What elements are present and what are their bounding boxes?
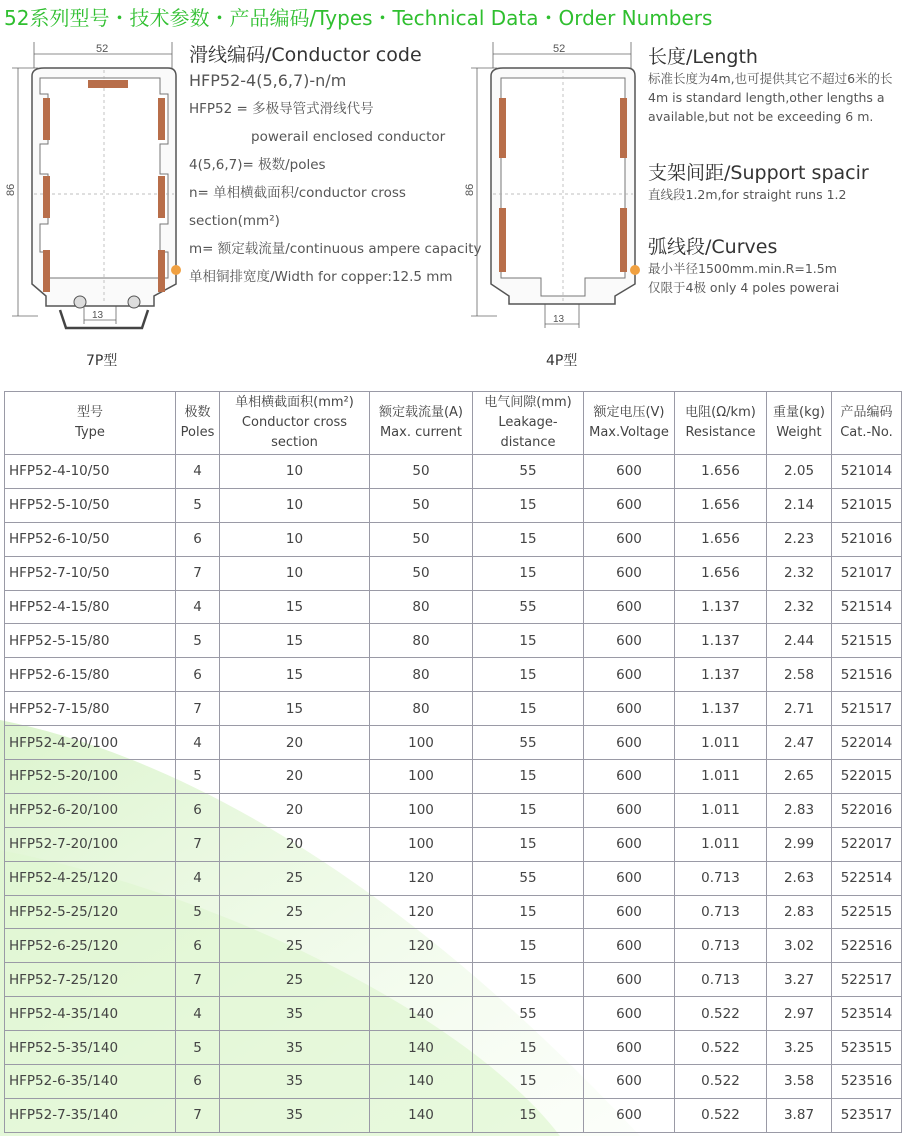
cell-col-max-current: 140 — [370, 1031, 473, 1065]
info-line: 直线段1.2m,for straight runs 1.2 — [648, 187, 847, 202]
cell-col-cross-section: 10 — [220, 556, 370, 590]
cell-col-max-voltage: 600 — [584, 658, 675, 692]
cell-col-cat-no: 523517 — [832, 1098, 902, 1132]
cell-col-poles: 4 — [176, 861, 220, 895]
cell-col-leakage-distance: 55 — [473, 590, 584, 624]
table-row — [5, 455, 902, 489]
header-col-max-current — [370, 392, 473, 455]
cell-col-cross-section: 20 — [220, 726, 370, 760]
header-label-zh: 电阻(Ω/km) — [685, 405, 756, 420]
cell-col-cat-no: 521514 — [832, 590, 902, 624]
cell-col-leakage-distance: 15 — [473, 1031, 584, 1065]
cell-col-weight: 2.65 — [767, 760, 832, 794]
cell-col-type: HFP52-7-20/100 — [5, 827, 176, 861]
cell-col-weight: 3.27 — [767, 963, 832, 997]
cell-col-weight: 2.71 — [767, 692, 832, 726]
table-row — [5, 1065, 902, 1099]
cell-col-cross-section: 35 — [220, 1098, 370, 1132]
cell-col-poles: 4 — [176, 590, 220, 624]
cell-col-weight: 2.32 — [767, 590, 832, 624]
cell-col-max-voltage: 600 — [584, 455, 675, 489]
cell-col-cat-no: 521016 — [832, 522, 902, 556]
cell-col-resistance: 0.713 — [675, 963, 767, 997]
cell-col-leakage-distance: 15 — [473, 692, 584, 726]
table-header-row — [5, 392, 902, 455]
cell-col-poles: 5 — [176, 760, 220, 794]
cell-col-max-current: 50 — [370, 455, 473, 489]
cell-col-leakage-distance: 55 — [473, 861, 584, 895]
cell-col-resistance: 1.011 — [675, 793, 767, 827]
length-block — [648, 42, 893, 126]
cell-col-type: HFP52-6-20/100 — [5, 793, 176, 827]
cell-col-poles: 7 — [176, 692, 220, 726]
cell-col-weight: 3.25 — [767, 1031, 832, 1065]
spec-line: powerail enclosed conductor — [251, 129, 446, 145]
cell-col-poles: 5 — [176, 1031, 220, 1065]
cell-col-cross-section: 35 — [220, 1065, 370, 1099]
table-row — [5, 522, 902, 556]
table-row — [5, 895, 902, 929]
dim-width: 52 — [96, 43, 109, 55]
cell-col-resistance: 1.656 — [675, 455, 767, 489]
cell-col-max-current: 100 — [370, 760, 473, 794]
cell-col-resistance: 1.011 — [675, 726, 767, 760]
cell-col-cat-no: 522014 — [832, 726, 902, 760]
cell-col-resistance: 0.522 — [675, 1098, 767, 1132]
cell-col-max-current: 50 — [370, 522, 473, 556]
cell-col-leakage-distance: 15 — [473, 1098, 584, 1132]
cell-col-type: HFP52-4-10/50 — [5, 455, 176, 489]
header-col-leakage-distance — [473, 392, 584, 455]
cell-col-leakage-distance: 15 — [473, 624, 584, 658]
header-col-resistance — [675, 392, 767, 455]
curves-heading: 弧线段/Curves — [648, 236, 778, 258]
cell-col-type: HFP52-6-15/80 — [5, 658, 176, 692]
cell-col-cross-section: 20 — [220, 793, 370, 827]
cell-col-cat-no: 521515 — [832, 624, 902, 658]
cell-col-leakage-distance: 55 — [473, 455, 584, 489]
spec-line: 4(5,6,7)= 极数/poles — [189, 157, 326, 173]
cell-col-resistance: 1.656 — [675, 488, 767, 522]
cell-col-weight: 2.83 — [767, 895, 832, 929]
cell-col-max-current: 80 — [370, 658, 473, 692]
cell-col-cat-no: 523514 — [832, 997, 902, 1031]
cell-col-resistance: 0.522 — [675, 1031, 767, 1065]
cell-col-poles: 5 — [176, 624, 220, 658]
header-label-en: Weight — [776, 425, 822, 440]
cell-col-leakage-distance: 55 — [473, 997, 584, 1031]
cell-col-leakage-distance: 15 — [473, 556, 584, 590]
cell-col-type: HFP52-5-20/100 — [5, 760, 176, 794]
cell-col-max-voltage: 600 — [584, 522, 675, 556]
figure-label-7p: 7P型 — [86, 353, 118, 369]
header-label-en: Max.Voltage — [589, 425, 669, 440]
table-row — [5, 488, 902, 522]
cell-col-type: HFP52-4-25/120 — [5, 861, 176, 895]
conductor-code-value: HFP52-4(5,6,7)-n/m — [189, 71, 347, 90]
cell-col-max-current: 120 — [370, 963, 473, 997]
cell-col-leakage-distance: 15 — [473, 658, 584, 692]
cell-col-poles: 6 — [176, 1065, 220, 1099]
cell-col-max-voltage: 600 — [584, 827, 675, 861]
header-label-en: Leakage-distance — [498, 415, 558, 450]
cell-col-max-voltage: 600 — [584, 1031, 675, 1065]
header-col-cat-no — [832, 392, 902, 455]
header-col-cross-section — [220, 392, 370, 455]
table-row — [5, 1098, 902, 1132]
cell-col-max-voltage: 600 — [584, 895, 675, 929]
header-label-zh: 极数 — [184, 405, 211, 420]
cell-col-resistance: 0.713 — [675, 895, 767, 929]
technical-data-table — [4, 391, 902, 1133]
header-label-en: Cat.-No. — [840, 425, 893, 440]
cell-col-weight: 2.14 — [767, 488, 832, 522]
info-line: 仅限于4极 only 4 poles powerai — [648, 280, 840, 295]
cell-col-cat-no: 522017 — [832, 827, 902, 861]
spec-line: section(mm²) — [189, 213, 280, 229]
header-label-en: Poles — [180, 425, 215, 440]
cell-col-max-voltage: 600 — [584, 1098, 675, 1132]
cell-col-max-current: 140 — [370, 1065, 473, 1099]
cell-col-poles: 7 — [176, 827, 220, 861]
cell-col-type: HFP52-5-35/140 — [5, 1031, 176, 1065]
cell-col-max-current: 120 — [370, 895, 473, 929]
cell-col-leakage-distance: 15 — [473, 1065, 584, 1099]
header-col-poles — [176, 392, 220, 455]
cell-col-weight: 2.23 — [767, 522, 832, 556]
cell-col-poles: 5 — [176, 488, 220, 522]
dim-width: 52 — [553, 43, 566, 55]
curves-block — [648, 232, 888, 297]
cell-col-leakage-distance: 15 — [473, 827, 584, 861]
cell-col-resistance: 1.137 — [675, 624, 767, 658]
info-line: 标准长度为4m,也可提供其它不超过6米的长 — [648, 71, 893, 86]
cell-col-type: HFP52-4-15/80 — [5, 590, 176, 624]
cell-col-resistance: 1.011 — [675, 827, 767, 861]
cell-col-max-voltage: 600 — [584, 861, 675, 895]
cell-col-leakage-distance: 55 — [473, 726, 584, 760]
cell-col-cross-section: 35 — [220, 1031, 370, 1065]
cell-col-cross-section: 25 — [220, 929, 370, 963]
table-row — [5, 760, 902, 794]
cell-col-leakage-distance: 15 — [473, 793, 584, 827]
cell-col-max-voltage: 600 — [584, 488, 675, 522]
cell-col-poles: 7 — [176, 963, 220, 997]
cell-col-type: HFP52-7-25/120 — [5, 963, 176, 997]
conductor-code-heading: 滑线编码/Conductor code — [189, 44, 422, 66]
cell-col-type: HFP52-6-35/140 — [5, 1065, 176, 1099]
cell-col-max-current: 50 — [370, 556, 473, 590]
cell-col-cross-section: 20 — [220, 827, 370, 861]
cell-col-cat-no: 521014 — [832, 455, 902, 489]
cell-col-weight: 2.44 — [767, 624, 832, 658]
cell-col-max-voltage: 600 — [584, 556, 675, 590]
table-row — [5, 726, 902, 760]
header-label-zh: 额定电压(V) — [593, 405, 665, 420]
cell-col-cat-no: 521017 — [832, 556, 902, 590]
cell-col-poles: 7 — [176, 556, 220, 590]
info-line: available,but not be exceeding 6 m. — [648, 109, 874, 124]
cell-col-type: HFP52-7-35/140 — [5, 1098, 176, 1132]
cell-col-max-voltage: 600 — [584, 760, 675, 794]
cell-col-cat-no: 523515 — [832, 1031, 902, 1065]
table-row — [5, 624, 902, 658]
cell-col-poles: 5 — [176, 895, 220, 929]
header-label-en: Resistance — [685, 425, 756, 440]
table-row — [5, 692, 902, 726]
table-row — [5, 658, 902, 692]
cell-col-cat-no: 521015 — [832, 488, 902, 522]
header-col-type — [5, 392, 176, 455]
cell-col-type: HFP52-5-15/80 — [5, 624, 176, 658]
table-row — [5, 590, 902, 624]
cell-col-cat-no: 523516 — [832, 1065, 902, 1099]
table-row — [5, 556, 902, 590]
cell-col-max-current: 80 — [370, 590, 473, 624]
cell-col-resistance: 1.656 — [675, 522, 767, 556]
cell-col-cross-section: 10 — [220, 522, 370, 556]
cell-col-poles: 6 — [176, 793, 220, 827]
cell-col-max-voltage: 600 — [584, 692, 675, 726]
info-line: 4m is standard length,other lengths a — [648, 90, 885, 105]
cell-col-cross-section: 10 — [220, 488, 370, 522]
cell-col-type: HFP52-4-35/140 — [5, 997, 176, 1031]
cell-col-cat-no: 522016 — [832, 793, 902, 827]
table-row — [5, 793, 902, 827]
cell-col-cat-no: 522516 — [832, 929, 902, 963]
cell-col-weight: 2.47 — [767, 726, 832, 760]
header-label-en: Type — [75, 425, 105, 440]
support-spacing-heading: 支架间距/Support spacir — [648, 162, 869, 184]
cell-col-max-voltage: 600 — [584, 1065, 675, 1099]
dim-height: 86 — [5, 183, 17, 196]
cell-col-poles: 4 — [176, 997, 220, 1031]
cell-col-weight: 3.02 — [767, 929, 832, 963]
figure-label-4p: 4P型 — [546, 353, 578, 369]
cell-col-cross-section: 25 — [220, 861, 370, 895]
cell-col-leakage-distance: 15 — [473, 929, 584, 963]
cell-col-max-current: 100 — [370, 827, 473, 861]
cell-col-cross-section: 25 — [220, 963, 370, 997]
cell-col-cat-no: 522517 — [832, 963, 902, 997]
table-row — [5, 997, 902, 1031]
cell-col-cross-section: 20 — [220, 760, 370, 794]
header-label-zh: 产品编码 — [840, 405, 893, 420]
header-label-en: Max. current — [379, 425, 463, 440]
profile-drawing-4p — [465, 34, 645, 324]
table-row — [5, 827, 902, 861]
cell-col-cross-section: 35 — [220, 997, 370, 1031]
cell-col-resistance: 1.656 — [675, 556, 767, 590]
length-heading: 长度/Length — [648, 46, 758, 68]
cell-col-resistance: 0.522 — [675, 997, 767, 1031]
cell-col-resistance: 1.137 — [675, 692, 767, 726]
cell-col-leakage-distance: 15 — [473, 522, 584, 556]
cell-col-cross-section: 25 — [220, 895, 370, 929]
spec-line: 单相铜排宽度/Width for copper:12.5 mm — [189, 269, 453, 285]
cell-col-weight: 2.63 — [767, 861, 832, 895]
header-label-zh: 单相横截面积(mm²) — [235, 395, 354, 410]
cell-col-max-current: 80 — [370, 624, 473, 658]
cell-col-leakage-distance: 15 — [473, 760, 584, 794]
cell-col-type: HFP52-5-10/50 — [5, 488, 176, 522]
cell-col-max-current: 50 — [370, 488, 473, 522]
cell-col-cat-no: 521517 — [832, 692, 902, 726]
cell-col-type: HFP52-4-20/100 — [5, 726, 176, 760]
cell-col-resistance: 0.713 — [675, 929, 767, 963]
spec-line: HFP52 = 多极导管式滑线代号 — [189, 101, 374, 117]
cell-col-poles: 6 — [176, 522, 220, 556]
cell-col-poles: 6 — [176, 929, 220, 963]
cell-col-leakage-distance: 15 — [473, 488, 584, 522]
cell-col-poles: 4 — [176, 726, 220, 760]
cell-col-poles: 7 — [176, 1098, 220, 1132]
cell-col-cross-section: 15 — [220, 692, 370, 726]
profile-drawing-7p — [4, 34, 184, 324]
cell-col-weight: 2.99 — [767, 827, 832, 861]
cell-col-type: HFP52-7-15/80 — [5, 692, 176, 726]
cell-col-resistance: 1.011 — [675, 760, 767, 794]
cell-col-weight: 3.58 — [767, 1065, 832, 1099]
spec-line: n= 单相横截面积/conductor cross — [189, 185, 406, 201]
cell-col-cross-section: 15 — [220, 624, 370, 658]
cell-col-max-voltage: 600 — [584, 929, 675, 963]
spec-line: m= 额定载流量/continuous ampere capacity — [189, 241, 482, 257]
cell-col-type: HFP52-6-25/120 — [5, 929, 176, 963]
header-label-zh: 重量(kg) — [773, 405, 825, 420]
cell-col-weight: 2.58 — [767, 658, 832, 692]
cell-col-weight: 2.05 — [767, 455, 832, 489]
table-row — [5, 861, 902, 895]
cell-col-max-voltage: 600 — [584, 726, 675, 760]
cell-col-cross-section: 15 — [220, 590, 370, 624]
cell-col-cat-no: 522514 — [832, 861, 902, 895]
cell-col-max-voltage: 600 — [584, 624, 675, 658]
dim-bottom: 13 — [553, 314, 565, 325]
cell-col-max-current: 120 — [370, 929, 473, 963]
cell-col-max-current: 100 — [370, 793, 473, 827]
cell-col-resistance: 1.137 — [675, 658, 767, 692]
cell-col-max-current: 120 — [370, 861, 473, 895]
cell-col-poles: 4 — [176, 455, 220, 489]
table-row — [5, 1031, 902, 1065]
table-row — [5, 929, 902, 963]
header-col-max-voltage — [584, 392, 675, 455]
cell-col-poles: 6 — [176, 658, 220, 692]
cell-col-cross-section: 15 — [220, 658, 370, 692]
cell-col-cat-no: 522515 — [832, 895, 902, 929]
cell-col-resistance: 0.522 — [675, 1065, 767, 1099]
cell-col-max-current: 100 — [370, 726, 473, 760]
header-label-en: Conductor cross section — [241, 415, 348, 450]
dim-height: 86 — [464, 183, 476, 196]
info-line: 最小半径1500mm.min.R=1.5m — [648, 261, 837, 276]
cell-col-leakage-distance: 15 — [473, 895, 584, 929]
header-label-zh: 额定载流量(A) — [378, 405, 464, 420]
cell-col-cross-section: 10 — [220, 455, 370, 489]
support-spacing-block — [648, 158, 888, 204]
cell-col-resistance: 1.137 — [675, 590, 767, 624]
cell-col-weight: 2.97 — [767, 997, 832, 1031]
cell-col-leakage-distance: 15 — [473, 963, 584, 997]
header-label-zh: 电气间隙(mm) — [484, 395, 572, 410]
cell-col-type: HFP52-7-10/50 — [5, 556, 176, 590]
cell-col-max-voltage: 600 — [584, 963, 675, 997]
cell-col-weight: 2.83 — [767, 793, 832, 827]
cell-col-type: HFP52-6-10/50 — [5, 522, 176, 556]
cell-col-cat-no: 522015 — [832, 760, 902, 794]
conductor-code-block — [189, 40, 489, 291]
page-title: 52系列型号・技术参数・产品编码/Types・Technical Data・Order Numbers — [4, 6, 713, 30]
header-label-zh: 型号 — [76, 405, 103, 420]
cell-col-max-voltage: 600 — [584, 590, 675, 624]
cell-col-max-voltage: 600 — [584, 793, 675, 827]
cell-col-max-current: 140 — [370, 1098, 473, 1132]
cell-col-max-current: 140 — [370, 997, 473, 1031]
cell-col-max-current: 80 — [370, 692, 473, 726]
cell-col-weight: 3.87 — [767, 1098, 832, 1132]
header-col-weight — [767, 392, 832, 455]
cell-col-cat-no: 521516 — [832, 658, 902, 692]
dim-bottom: 13 — [92, 310, 104, 321]
cell-col-resistance: 0.713 — [675, 861, 767, 895]
cell-col-type: HFP52-5-25/120 — [5, 895, 176, 929]
cell-col-max-voltage: 600 — [584, 997, 675, 1031]
cell-col-weight: 2.32 — [767, 556, 832, 590]
table-row — [5, 963, 902, 997]
